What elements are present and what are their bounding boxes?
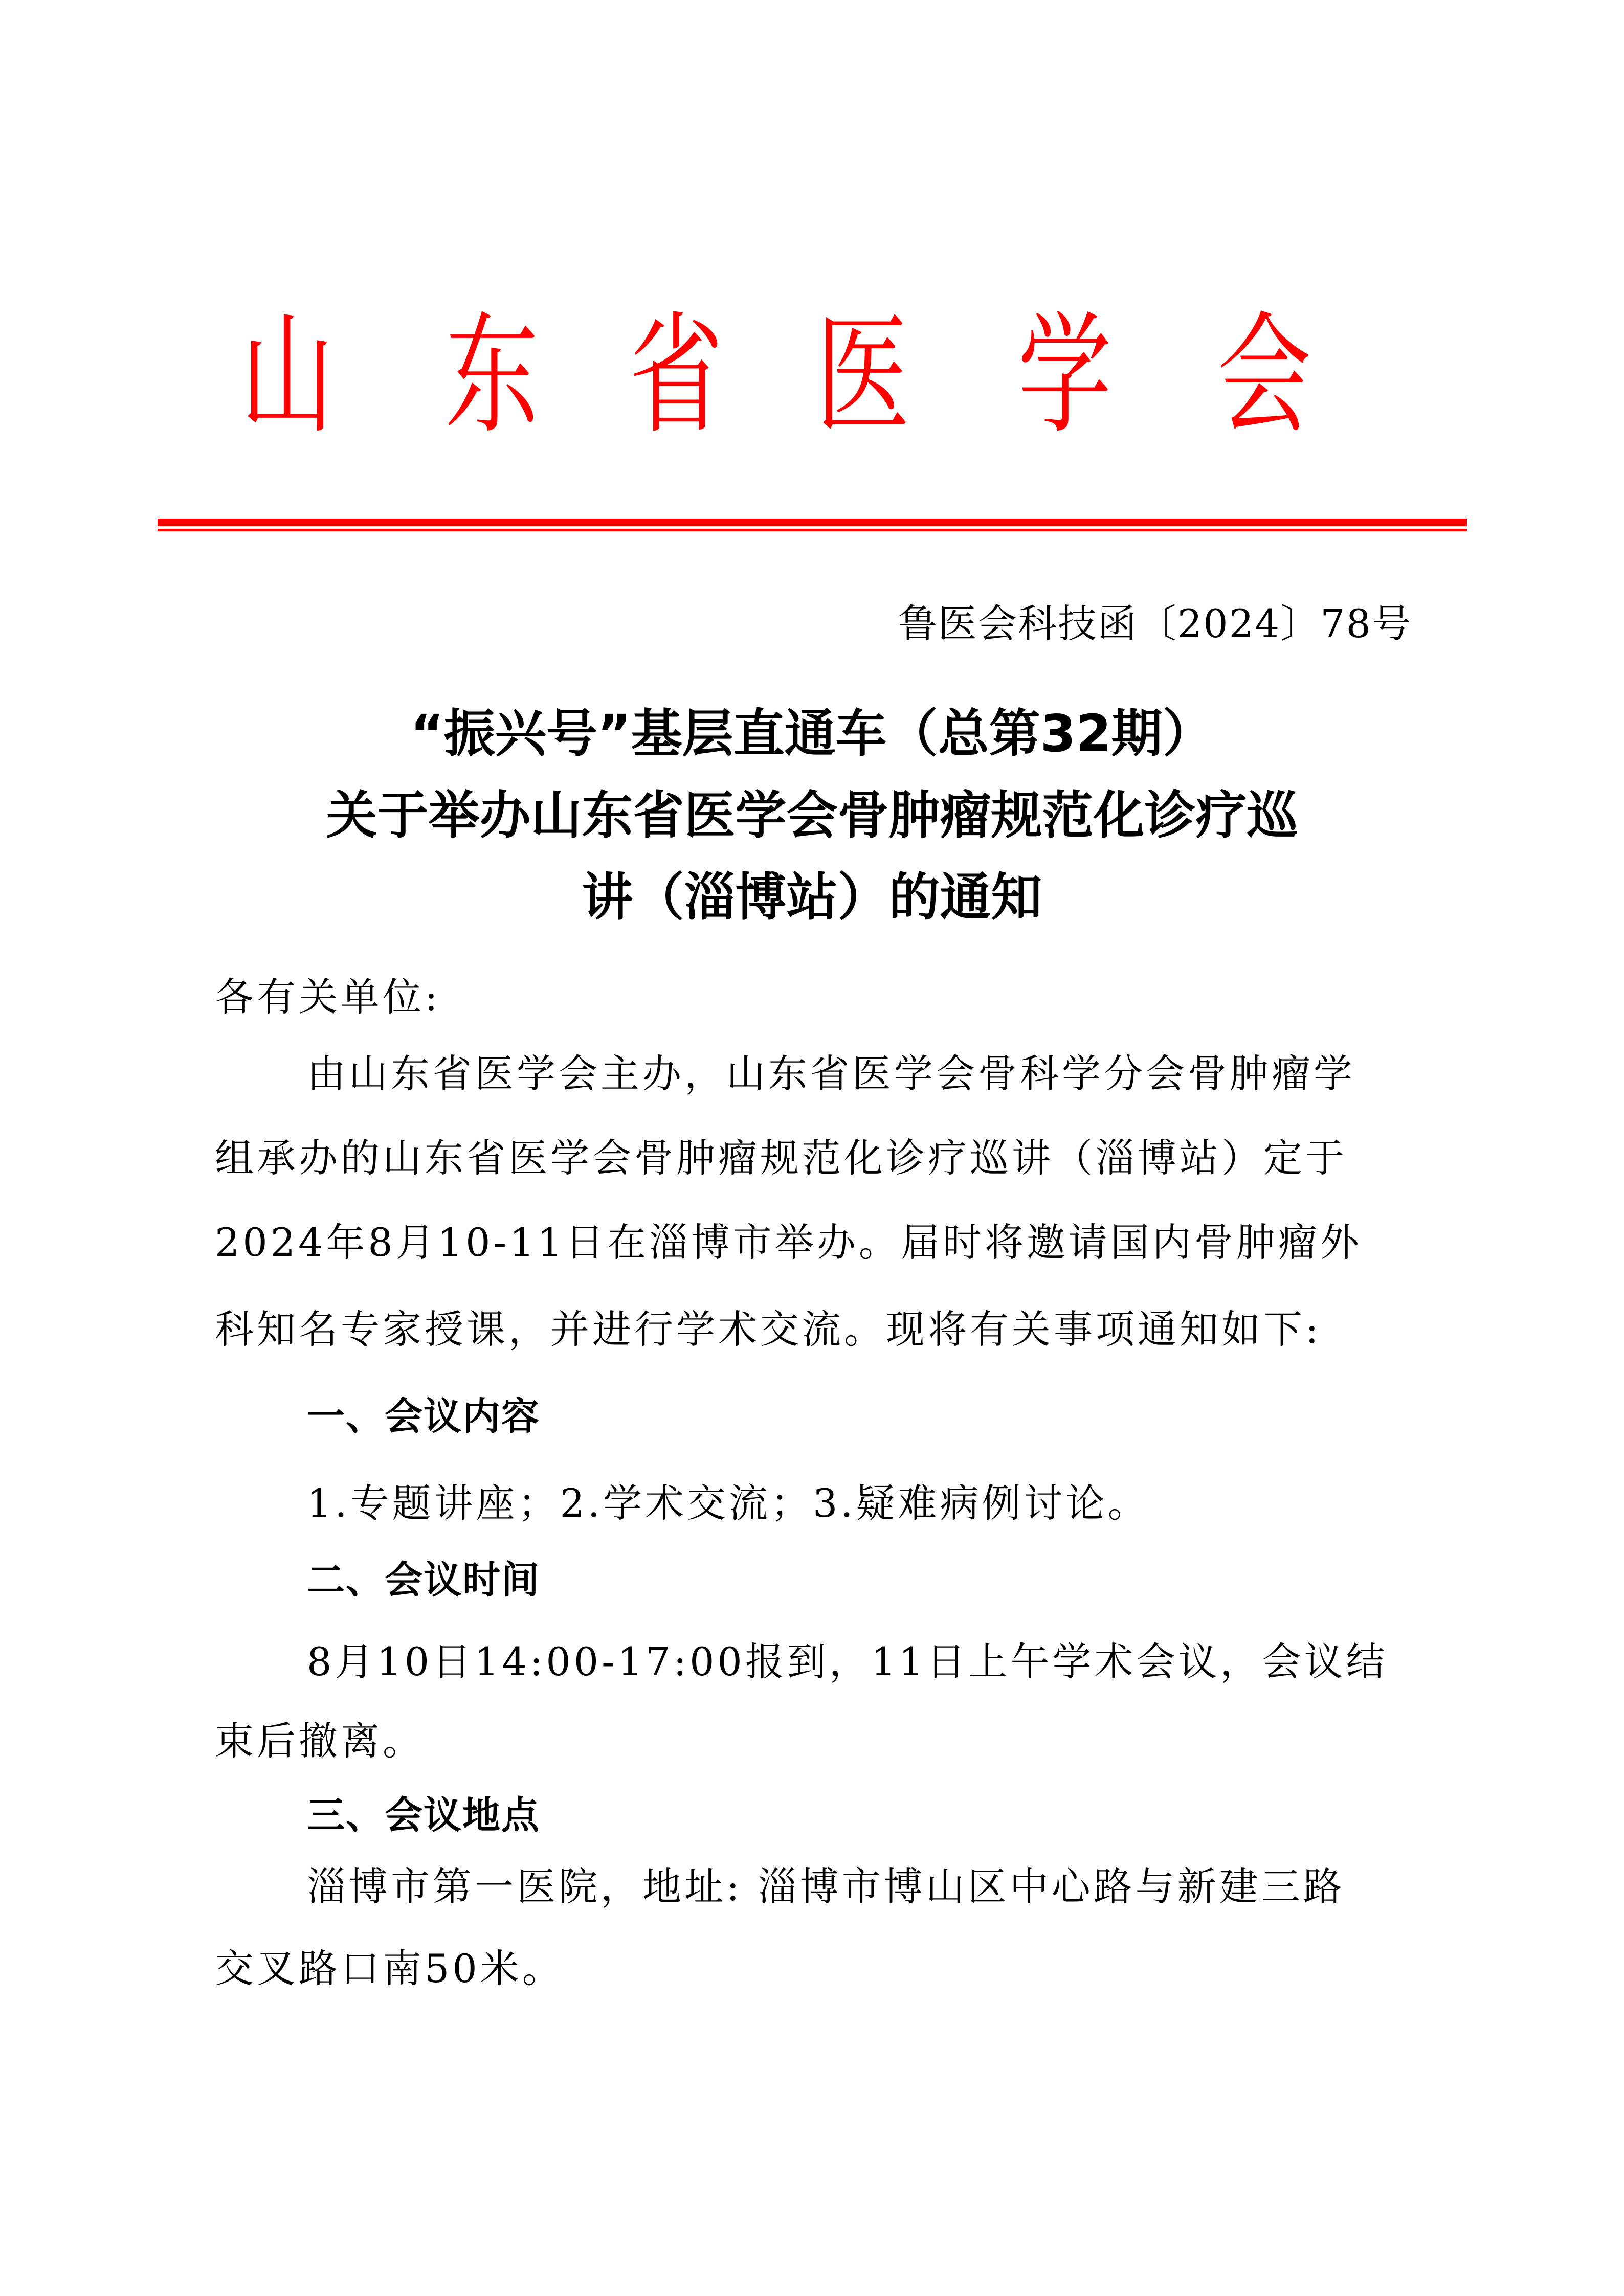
red-divider-thick [158, 519, 1467, 526]
masthead-char: 医 [816, 300, 910, 452]
section-content-text: 1.专题讲座；2.学术交流；3.疑难病例讨论。 [307, 1480, 1150, 1526]
masthead-char: 会 [1217, 300, 1311, 452]
section-location-text: 交叉路口南50米。 [215, 1946, 564, 1991]
salutation: 各有关单位: [215, 974, 441, 1020]
masthead-char: 山 [240, 300, 335, 452]
masthead-org-name [0, 300, 1624, 452]
section-time-text: 束后撤离。 [215, 1718, 425, 1764]
intro-paragraph-line: 2024年8月10-11日在淄博市举办。届时将邀请国内骨肿瘤外 [215, 1220, 1362, 1265]
masthead-char: 省 [629, 300, 723, 452]
red-divider-thin [158, 529, 1467, 531]
section-heading-location: 三、会议地点 [307, 1793, 540, 1837]
section-time-text: 8月10日14:00-17:00报到，11日上午学术会议，会议结 [307, 1639, 1388, 1684]
section-location-text: 淄博市第一医院，地址: 淄博市博山区中心路与新建三路 [307, 1864, 1345, 1909]
document-title [153, 693, 1471, 938]
title-line-3: 讲（淄博站）的通知 [582, 867, 1042, 927]
document-number: 鲁医会科技函〔2024〕78号 [898, 601, 1412, 646]
title-line-2: 关于举办山东省医学会骨肿瘤规范化诊疗巡 [326, 785, 1298, 845]
intro-paragraph-line: 组承办的山东省医学会骨肿瘤规范化诊疗巡讲（淄博站）定于 [215, 1135, 1347, 1181]
section-heading-content: 一、会议内容 [307, 1394, 540, 1438]
title-line-1: “振兴号”基层直通车（总第32期） [410, 704, 1214, 763]
intro-paragraph-line: 由山东省医学会主办，山东省医学会骨科学分会骨肿瘤学 [307, 1051, 1355, 1096]
section-heading-time: 二、会议时间 [307, 1558, 540, 1602]
intro-paragraph-line: 科知名专家授课，并进行学术交流。现将有关事项通知如下: [215, 1307, 1322, 1352]
masthead-char: 学 [1018, 300, 1112, 452]
masthead-char: 东 [445, 300, 539, 452]
